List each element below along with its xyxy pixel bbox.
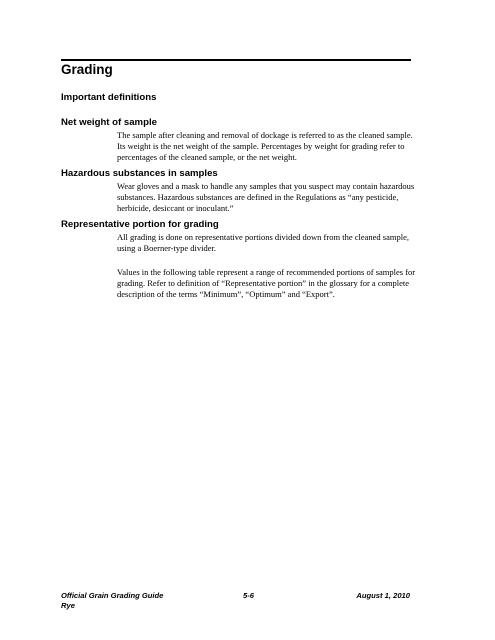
net-weight-paragraph: The sample after cleaning and removal of dockage is referred to as the cleaned sample. Its weight is the net weight of the sample. Percentages by weight for grading refer to percentages of the cleaned sample, or the net weight.: [117, 130, 413, 163]
header-rule: [61, 59, 411, 61]
hazardous-substances-paragraph: Wear gloves and a mask to handle any samples that you suspect may contain hazardous substances. Hazardous substances are defined in the Regulations as “any pesticide, herbicide, desiccant or inoculant.”: [117, 181, 415, 214]
footer-grain-name: Rye: [61, 601, 75, 610]
page-title: Grading: [61, 62, 113, 77]
section-heading-net-weight: Net weight of sample: [61, 117, 157, 128]
representative-portion-paragraph: All grading is done on representative portions divided down from the cleaned sample, using a Boerner-type divider.: [117, 232, 409, 254]
section-heading-hazardous-substances: Hazardous substances in samples: [61, 168, 218, 179]
section-heading-representative-portion: Representative portion for grading: [61, 219, 219, 230]
footer-date: August 1, 2010: [356, 591, 410, 600]
footer-guide-title: Official Grain Grading Guide: [61, 591, 164, 600]
section-heading-important-definitions: Important definitions: [61, 92, 157, 103]
footer-page-number: 5-6: [243, 591, 254, 600]
table-values-paragraph: Values in the following table represent a range of recommended portions of samples for grading. Refer to definition of “Representative portion” in the glossary for a complete description of the terms “Minimum”, “Optimum” and “Export”.: [117, 267, 416, 300]
